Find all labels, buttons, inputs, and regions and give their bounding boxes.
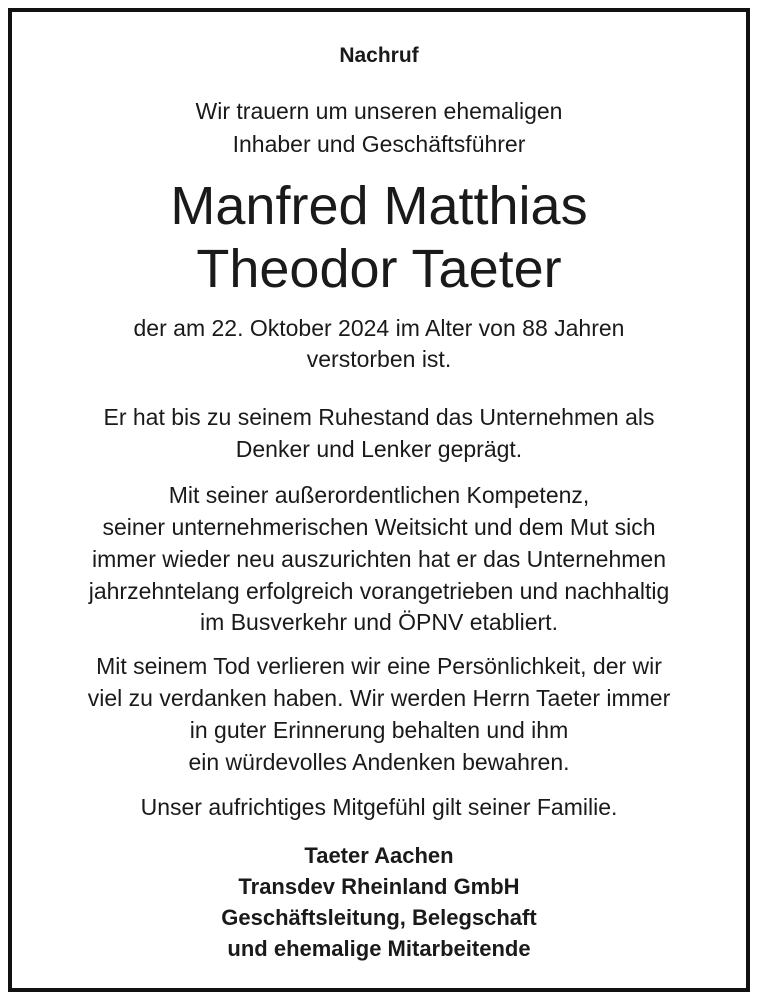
signature-line: Geschäftsleitung, Belegschaft bbox=[221, 905, 537, 930]
paragraph-line: ein würdevolles Andenken bewahren. bbox=[188, 749, 570, 775]
deceased-name-line: Theodor Taeter bbox=[196, 239, 562, 299]
intro-line: Inhaber und Geschäftsführer bbox=[232, 131, 526, 157]
deceased-name-line: Manfred Matthias bbox=[170, 176, 588, 236]
death-info-line: der am 22. Oktober 2024 im Alter von 88 Jahren bbox=[133, 315, 625, 341]
paragraph-line: seiner unternehmerischen Weitsicht und dem Mut sich bbox=[102, 514, 656, 540]
paragraph-line: im Busverkehr und ÖPNV etabliert. bbox=[200, 609, 558, 635]
intro-line: Wir trauern um unseren ehemaligen bbox=[195, 98, 563, 124]
paragraph-line: immer wieder neu auszurichten hat er das Unternehmen bbox=[91, 546, 666, 572]
paragraph-line: jahrzehntelang erfolgreich vorangetrieben und nachhaltig bbox=[88, 578, 670, 604]
obituary-frame bbox=[8, 8, 750, 992]
paragraph-line: viel zu verdanken haben. Wir werden Herrn Taeter immer bbox=[87, 685, 671, 711]
signature-line: Taeter Aachen bbox=[304, 843, 454, 868]
obituary-heading: Nachruf bbox=[339, 44, 419, 67]
paragraph-line: in guter Erinnerung behalten und ihm bbox=[189, 717, 569, 743]
paragraph-line: Mit seinem Tod verlieren wir eine Persönlichkeit, der wir bbox=[96, 653, 662, 679]
paragraph-line: Mit seiner außerordentlichen Kompetenz, bbox=[168, 482, 590, 508]
signature-line: Transdev Rheinland GmbH bbox=[238, 874, 520, 899]
obituary-content bbox=[12, 12, 746, 988]
signature-line: und ehemalige Mitarbeitende bbox=[227, 936, 531, 961]
condolence-line: Unser aufrichtiges Mitgefühl gilt seiner Familie. bbox=[140, 794, 618, 820]
paragraph-line: Er hat bis zu seinem Ruhestand das Unternehmen als bbox=[103, 404, 655, 430]
paragraph-line: Denker und Lenker geprägt. bbox=[235, 436, 523, 462]
death-info-line: verstorben ist. bbox=[306, 346, 452, 372]
